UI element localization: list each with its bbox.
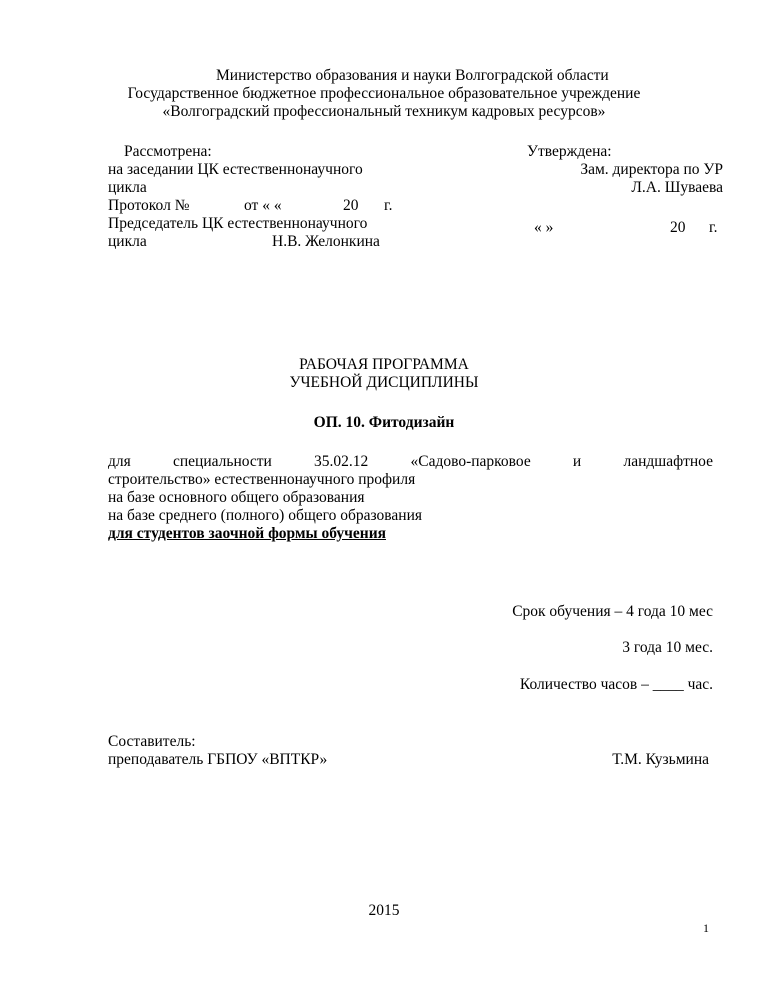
study-form: для студентов заочной формы обучения (108, 525, 387, 542)
document-year: 2015 (368, 902, 400, 919)
author-name: Т.М. Кузьмина (612, 751, 709, 768)
college-name: «Волгоградский профессиональный техникум кадровых ресурсов» (162, 103, 606, 120)
base-basic: на базе основного общего образования (108, 489, 365, 506)
program-title-line1: РАБОЧАЯ ПРОГРАММА (299, 356, 469, 373)
author-label: Составитель: (108, 733, 196, 750)
ministry-name: Министерство образования и науки Волгоградской области (216, 67, 609, 84)
approved-year-suffix: г. (709, 219, 718, 236)
reviewed-title: Рассмотрена: (124, 143, 212, 160)
reviewed-cycle: цикла (108, 179, 147, 196)
study-duration: Срок обучения – 4 года 10 мес (512, 603, 713, 620)
approved-position: Зам. директора по УР (580, 161, 723, 178)
specialty-line2: строительство» естественнонаучного профиля (108, 471, 416, 488)
study-duration-alt: 3 года 10 мес. (622, 639, 713, 656)
approved-year: 20 (670, 219, 686, 236)
study-hours: Количество часов – ____ час. (519, 676, 713, 693)
author-position: преподаватель ГБПОУ «ВПТКР» (108, 751, 328, 768)
page-number: 1 (703, 921, 709, 935)
institution-name: Государственное бюджетное профессиональное образовательное учреждение (127, 85, 641, 102)
protocol-year: 20 (343, 197, 359, 214)
program-title-line2: УЧЕБНОЙ ДИСЦИПЛИНЫ (289, 374, 479, 391)
approved-name: Л.А. Шуваева (631, 179, 723, 196)
specialty-line1: для специальности 35.02.12 «Садово-парковое и ландшафтное (108, 453, 713, 470)
protocol-date: от « « (244, 197, 282, 214)
reviewed-line: на заседании ЦК естественнонаучного (108, 161, 363, 178)
approved-date: « » (534, 219, 554, 236)
chair-line: Председатель ЦК естественнонаучного (108, 215, 368, 232)
discipline-title: ОП. 10. Фитодизайн (313, 414, 455, 431)
base-secondary: на базе среднего (полного) общего образования (108, 507, 423, 524)
chair-cycle: цикла (108, 233, 147, 250)
chair-name: Н.В. Желонкина (272, 233, 380, 250)
protocol-suffix: г. (384, 197, 393, 214)
approved-title: Утверждена: (527, 143, 612, 160)
protocol-label: Протокол № (108, 197, 190, 214)
